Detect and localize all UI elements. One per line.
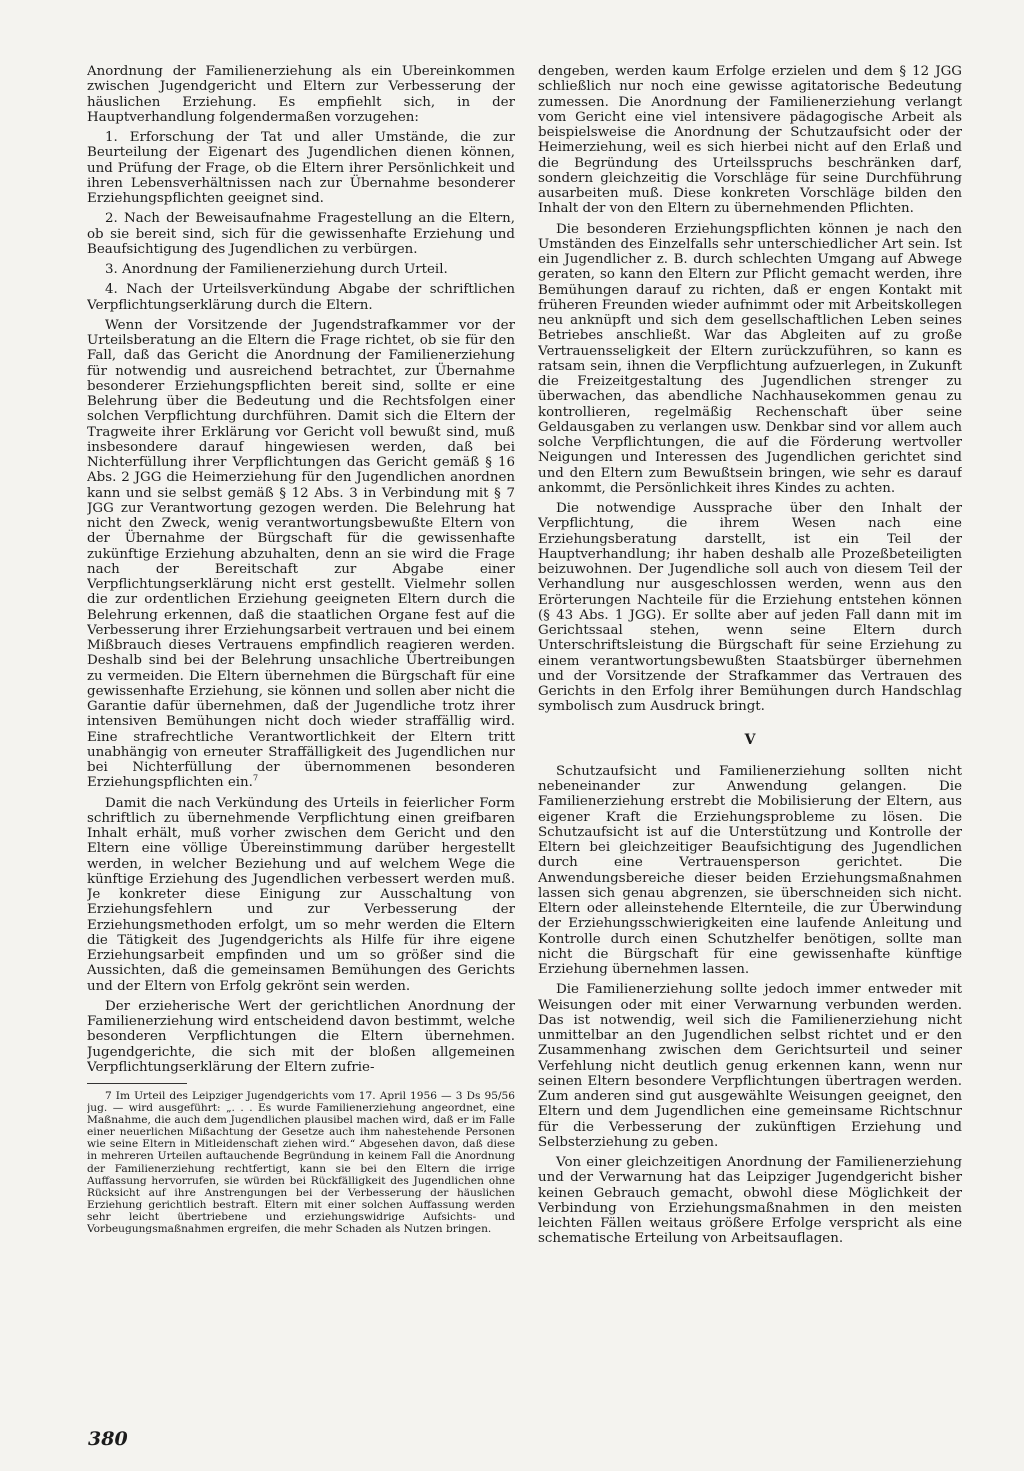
left-paragraph-2 [87,318,515,791]
right-paragraph-1: dengeben, werden kaum Erfolge erzielen und dem § 12 JGG schließlich nur noch eine gewisse agitatorische Bedeutung zumessen. Die Anordnung der Familienerziehung verlangt vom Gericht eine viel intensivere pädagogische Arbeit als beispielsweise die Anordnung der Schutzaufsicht oder der Heimerziehung, weil es sich hierbei nicht auf den Erlaß und die Begründung des Urteilsspruchs beschränken darf, sondern gleichzeitig die Vorschläge für seine Durchführung ausarbeiten muß. Diese konkreten Vorschläge bilden den Inhalt der von den Eltern zu übernehmenden Pflichten. [538,64,962,217]
footnote-7: 7 Im Urteil des Leipziger Jugendgerichts vom 17. April 1956 — 3 Ds 95/56 jug. — wird ausgeführt: „. . . Es wurde Familienerziehung angeordnet, eine Maßnahme, die auch dem Jugendlichen plausibel machen wird, daß er im Falle einer neuerlichen Mißachtung der Gesetze auch ihm nahestehende Personen wie seine Eltern in Mitleidenschaft ziehen wird.“ Abgesehen davon, daß diese in mehreren Urteilen auftauchende Begründung in keinem Fall die Anordnung der Familienerziehung rechtfertigt, kann sie bei den Eltern die irrige Auffassung hervorrufen, sie würden bei Rückfälligkeit des Jugendlichen ohne Rücksicht auf ihre Anstrengungen bei der Verbesserung der häuslichen Erziehung gerichtlich bestraft. Eltern mit einer solchen Auffassung werden sehr leicht übertriebene und erziehungswidrige Aufsichts- und Vorbeugungsmaßnahmen ergreifen, die mehr Schaden als Nutzen bringen. [87,1090,515,1236]
right-paragraph-4: Schutzaufsicht und Familienerziehung sollten nicht nebeneinander zur Anwendung gelangen. Die Familienerziehung erstrebt die Mobilisierung der Eltern, aus eigener Kraft die Erziehungsprobleme zu lösen. Die Schutzaufsicht ist auf die Unterstützung und Kontrolle der Eltern bei gleichzeitiger Beaufsichtigung des Jugendlichen durch eine Vertrauensperson gerichtet. Die Anwendungsbereiche dieser beiden Erziehungsmaßnahmen lassen sich genau abgrenzen, sie überschneiden sich nicht. Eltern oder alleinstehende Elternteile, die zur Überwindung der Erziehungsschwierigkeiten eine laufende Anleitung und Kontrolle durch einen Schutzhelfer benötigen, sollte man nicht die Bürgschaft für eine gewissenhafte künftige Erziehung übernehmen lassen. [538,763,962,977]
left-paragraph-3: Damit die nach Verkündung des Urteils in feierlicher Form schriftlich zu übernehmende Verpflichtung einen greifbaren Inhalt erhält, muß vorher zwischen dem Gericht und den Eltern eine völlige Übereinstimmung darüber hergestellt werden, in welcher Beziehung und auf welchem Wege die künftige Erziehung des Jugendlichen verbessert werden muß. Je konkreter diese Einigung zur Ausschaltung von Erziehungsfehlern und zur Verbesserung der Erziehungsmethoden erfolgt, um so mehr werden die Eltern die Tätigkeit des Jugendgerichts als Hilfe für ihre eigene Erziehungsarbeit empfinden und um so größer sind die Aussichten, daß die gemeinsamen Bemühungen des Gerichts und der Eltern von Erfolg gekrönt sein werden. [87,795,515,994]
list-item-3: 3. Anordnung der Familienerziehung durch Urteil. [105,262,448,277]
right-column [538,64,962,1394]
right-paragraph-6: Von einer gleichzeitigen Anordnung der Familienerziehung und der Verwarnung hat das Leipziger Jugendgericht bisher keinen Gebrauch gemacht, obwohl diese Möglichkeit der Verbindung von Erziehungsmaßnahmen in den meisten leichten Fällen weitaus größere Erfolge verspricht als eine schematische Erteilung von Arbeitsauflagen. [538,1155,962,1247]
page-number: 380 [88,1428,128,1450]
section-heading: V [744,731,756,748]
list-item-2: 2. Nach der Beweisaufnahme Fragestellung an die Eltern, ob sie bereit sind, sich für die gewissenhafte Erziehung und Beaufsichtigung des Jugendlichen zu verbürgen. [87,211,515,257]
footnote-divider [87,1083,187,1084]
right-paragraph-2: Die besonderen Erziehungspflichten können je nach den Umständen des Einzelfalls sehr unterschiedlicher Art sein. Ist ein Jugendlicher z. B. durch schlechten Umgang auf Abwege geraten, so kann den Eltern zur Pflicht gemacht werden, ihre Bemühungen darauf zu richten, daß er engen Kontakt mit früheren Freunden wieder aufnimmt oder mit Arbeitskollegen neu anknüpft und sich dem gesellschaftlichen Leben seines Betriebes anschließt. War das Abgleiten auf zu große Vertrauensseligkeit der Eltern zurückzuführen, so kann es ratsam sein, ihnen die Verpflichtung aufzuerlegen, in Zukunft die Freizeitgestaltung des Jugendlichen strenger zu überwachen, das abendliche Nachhausekommen genau zu kontrollieren, regelmäßig Rechenschaft über seine Geldausgaben zu verlangen usw. Denkbar sind vor allem auch solche Verpflichtungen, die auf die Förderung wertvoller Neigungen und Interessen des Jugendlichen gerichtet sind und den Eltern zum Bewußtsein bringen, wie sehr es darauf ankommt, die Persönlichkeit ihres Kindes zu achten. [538,221,962,496]
list-item-1: 1. Erforschung der Tat und aller Umstände, die zur Beurteilung der Eigenart des Jugendlichen dienen können, und Prüfung der Frage, ob die Eltern ihrer Persönlichkeit und ihren Lebensverhältnissen nach zur Übernahme besonderer Erziehungspflichten geeignet sind. [87,130,515,206]
footnote-reference: 7 [252,773,259,783]
list-item-4: 4. Nach der Urteilsverkündung Abgabe der schriftlichen Verpflichtungserklärung durch die Eltern. [87,282,515,313]
right-paragraph-3: Die notwendige Aussprache über den Inhalt der Verpflichtung, die ihrem Wesen nach eine Erziehungsberatung darstellt, ist ein Teil der Hauptverhandlung; ihr haben deshalb alle Prozeßbeteiligten beizuwohnen. Der Jugendliche soll auch von diesem Teil der Verhandlung nur ausgeschlossen werden, wenn aus den Erörterungen Nachteile für die Erziehung entstehen können (§ 43 Abs. 1 JGG). Er sollte aber auf jeden Fall dann mit im Gerichtssaal stehen, wenn seine Eltern durch Unterschriftsleistung die Bürgschaft für seine Erziehung zu einem verantwortungsbewußten Staatsbürger übernehmen und der Vorsitzende der Strafkammer das Vertrauen des Gerichts in den Erfolg ihrer Bemühungen durch Handschlag symbolisch zum Ausdruck bringt. [538,501,962,715]
left-paragraph-1: Anordnung der Familienerziehung als ein Übereinkommen zwischen Jugendgericht und Eltern zur Verbesserung der häuslichen Erziehung. Es empfiehlt sich, in der Hauptverhandlung folgendermaßen vorzugehen: [87,64,515,125]
left-paragraph-4: Der erzieherische Wert der gerichtlichen Anordnung der Familienerziehung wird entscheidend davon bestimmt, welche besonderen Verpflichtungen die Eltern übernehmen. Jugendgerichte, die sich mit der bloßen allgemeinen Verpflichtungserklärung der Eltern zufrie- [87,998,515,1075]
left-column [87,64,515,1404]
right-paragraph-5: Die Familienerziehung sollte jedoch immer entweder mit Weisungen oder mit einer Verwarnung verbunden werden. Das ist notwendig, weil sich die Familienerziehung nicht unmittelbar an den Jugendlichen selbst richtet und er den Zusammenhang zwischen dem Gerichtsurteil und seiner Verfehlung nicht deutlich genug erkennen kann, wenn nur seinen Eltern besondere Verpflichtungen übertragen werden. Zum anderen sind gut ausgewählte Weisungen geeignet, den Eltern und dem Jugendlichen eine gemeinsame Richtschnur für die Verbesserung der zukünftigen Erziehung und Selbsterziehung zu geben. [538,982,962,1150]
left-paragraph-2-text: Wenn der Vorsitzende der Jugendstrafkammer vor der Urteilsberatung an die Eltern die Frage richtet, ob sie für den Fall, daß das Gericht die Anordnung der Familienerziehung für notwendig und ausreichend betrachtet, zur Übernahme besonderer Erziehungspflichten bereit sind, sollte er eine Belehrung über die Bedeutung und die Rechtsfolgen einer solchen Verpflichtung durchführen. Damit sich die Eltern der Tragweite ihrer Erklärung vor Gericht voll bewußt sind, muß insbesondere darauf hingewiesen werden, daß bei Nichterfüllung ihrer Verpflichtungen das Gericht gemäß § 16 Abs. 2 JGG die Heimerziehung für den Jugendlichen anordnen kann und sie selbst gemäß § 12 Abs. 3 in Verbindung mit § 7 JGG zur Verantwortung gezogen werden. Die Belehrung hat nicht den Zweck, wenig verantwortungsbewußte Eltern von der Übernahme der Bürgschaft für die gewissenhafte zukünftige Erziehung abzuhalten, denn an sie wird die Frage nach der Bereitschaft zur Abgabe einer Verpflichtungserklärung nicht erst gestellt. Vielmehr sollen die zur ordentlichen Erziehung geeigneten Eltern durch die Belehrung erkennen, daß die staatlichen Organe fest auf die Verbesserung ihrer Erziehungsarbeit vertrauen und bei einem Mißbrauch dieses Vertrauens empfindlich reagieren werden. Deshalb sind bei der Belehrung unsachliche Übertreibungen zu vermeiden. Die Eltern übernehmen die Bürgschaft für eine gewissenhafte Erziehung, sie können und sollen aber nicht die Garantie dafür übernehmen, daß der Jugendliche trotz ihrer intensiven Bemühungen nicht doch wieder straffällig wird. Eine strafrechtliche Verantwortlichkeit der Eltern tritt unabhängig von erneuter Straffälligkeit des Jugendlichen nur bei Nichterfüllung der übernommenen besonderen Erziehungspflichten ein. [87,317,515,791]
